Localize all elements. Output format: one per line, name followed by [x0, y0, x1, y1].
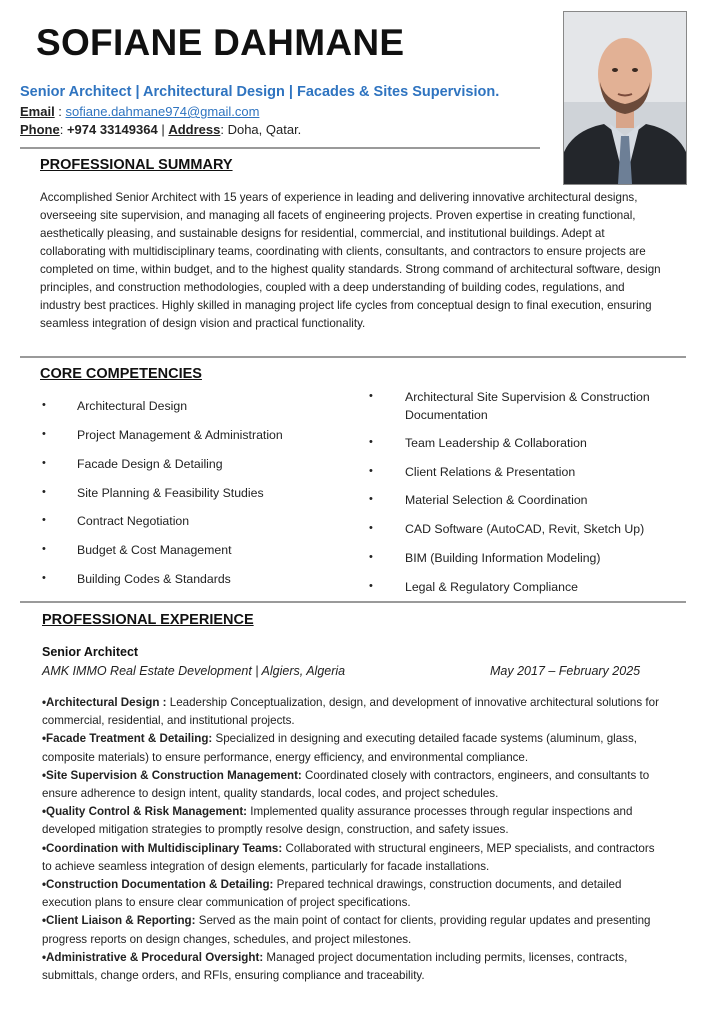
experience-item-text: Served as the main point of contact for clients, providing regular updates and presenting progress reports on design changes, schedules, and project milestones.	[42, 914, 651, 946]
professional-tagline: Senior Architect | Architectural Design | Facades & Sites Supervision.	[20, 84, 500, 100]
experience-heading: PROFESSIONAL EXPERIENCE	[42, 612, 254, 628]
competencies-divider	[20, 601, 686, 603]
competency-bullet: •	[369, 580, 373, 592]
job-dates: May 2017 – February 2025	[490, 664, 641, 678]
experience-item-title: •Site Supervision & Construction Management:	[42, 768, 302, 782]
experience-item-text: Prepared technical drawings, construction documents, and detailed execution plans to ensure clear communication of project specifications.	[42, 878, 622, 910]
experience-item	[42, 912, 666, 948]
experience-item-text: Implemented quality assurance processes through regular inspections and developed mitigation strategies to promptly resolve design, construction, and safety issues.	[42, 805, 633, 837]
competency-bullet: •	[369, 493, 373, 505]
email-label: Email	[20, 104, 55, 119]
competency-bullet: •	[42, 399, 46, 411]
contact-pipe: |	[157, 122, 169, 137]
competency-bullet: •	[42, 428, 46, 440]
portrait-illustration	[564, 12, 686, 184]
profile-photo	[563, 11, 687, 185]
competency-right-1: Architectural Site Supervision & Construction Documentation	[405, 390, 650, 422]
competency-bullet: •	[42, 486, 46, 498]
experience-item-text: Collaborated with structural engineers, MEP specialists, and contractors to achieve seamless integration of design elements, particularly for facade installations.	[42, 841, 655, 873]
experience-item	[42, 876, 666, 912]
phone-number: +974 33149364	[66, 122, 158, 137]
competency-right-5: CAD Software (AutoCAD, Revit, Sketch Up)	[405, 522, 645, 536]
competencies-heading: CORE COMPETENCIES	[40, 366, 202, 382]
address-value: Doha, Qatar.	[227, 122, 302, 137]
competency-bullet: •	[369, 522, 373, 534]
experience-items	[42, 694, 666, 985]
competency-left-3: Facade Design & Detailing	[77, 457, 223, 471]
competency-bullet: •	[42, 572, 46, 584]
competency-left-5: Contract Negotiation	[77, 514, 190, 528]
email-separator: :	[54, 104, 66, 119]
phone-separator: :	[59, 122, 67, 137]
competency-right-6: BIM (Building Information Modeling)	[405, 551, 601, 565]
competency-left-7: Building Codes & Standards	[77, 572, 231, 586]
experience-item-text: Managed project documentation including permits, licenses, contracts, submittals, change orders, and RFIs, ensuring compliance and traceability.	[42, 950, 628, 983]
competency-bullet: •	[369, 465, 373, 477]
experience-item-title: •Client Liaison & Reporting:	[42, 914, 196, 928]
competency-right-7: Legal & Regulatory Compliance	[405, 580, 578, 594]
address-label: Address	[168, 122, 221, 137]
experience-item-title: •Coordination with Multidisciplinary Teams:	[42, 841, 283, 855]
experience-item-text: Specialized in designing and executing detailed facade systems (aluminum, glass, composite materials) to ensure performance, energy efficiency, and environmental compliance.	[42, 732, 637, 764]
competency-right-2: Team Leadership & Collaboration	[405, 436, 587, 450]
experience-item-title: •Construction Documentation & Detailing:	[42, 878, 274, 892]
experience-item-title: •Facade Treatment & Detailing:	[42, 732, 213, 746]
candidate-name: SOFIANE DAHMANE	[36, 22, 405, 63]
competency-bullet: •	[42, 543, 46, 555]
job-company: AMK IMMO Real Estate Development | Algiers, Algeria	[42, 664, 346, 678]
experience-item	[42, 949, 666, 985]
experience-item	[42, 767, 666, 803]
competency-bullet: •	[42, 514, 46, 526]
experience-item	[42, 803, 666, 839]
competency-left-4: Site Planning & Feasibility Studies	[77, 486, 264, 500]
competency-bullet: •	[369, 551, 373, 563]
experience-item-title: •Quality Control & Risk Management:	[42, 805, 248, 819]
experience-item-text: Leadership Conceptualization, design, and development of innovative architectural solutions for commercial, residential, and institutional projects.	[42, 696, 659, 728]
competency-bullet: •	[42, 457, 46, 469]
competency-left-2: Project Management & Administration	[77, 428, 283, 442]
competency-bullet: •	[369, 436, 373, 448]
email-line	[20, 104, 259, 119]
experience-item-text: Coordinated closely with contractors, engineers, and consultants to ensure adherence to design intent, quality standards, local codes, and project schedules.	[42, 768, 650, 801]
competency-right-4: Material Selection & Coordination	[405, 493, 588, 507]
experience-item-title: •Administrative & Procedural Oversight:	[42, 950, 264, 964]
job-title: Senior Architect	[42, 645, 139, 659]
competency-left-6: Budget & Cost Management	[77, 543, 232, 557]
competency-right-3: Client Relations & Presentation	[405, 465, 576, 479]
phone-label: Phone	[20, 122, 60, 137]
summary-divider	[20, 356, 686, 358]
phone-address-line	[20, 122, 301, 137]
summary-text: Accomplished Senior Architect with 15 years of experience in leading and delivering innovative architectural designs, overseeing site supervision, and managing all facets of engineering projects. Proven expertise in creating functional, aesthetically pleasing, and sustainable designs for residential, commercial, and institutional buildings. Adept at collaborating with multidisciplinary teams, coordinating with clients, consultants, and contractors to ensure projects are completed on time, within budget, and to the highest quality standards. Strong command of architectural software, design principles, and construction methodologies, coupled with a deep understanding of building codes, regulations, and industry best practices. Highly skilled in managing project life cycles from conceptual design to final execution, ensuring seamless integration of design vision and practical functionality.	[40, 191, 661, 330]
address-separator: :	[220, 122, 228, 137]
header-divider	[20, 147, 540, 149]
experience-item	[42, 694, 666, 730]
experience-item	[42, 840, 666, 876]
email-link[interactable]: sofiane.dahmane974@gmail.com	[65, 104, 260, 119]
competency-bullet: •	[369, 390, 373, 402]
competency-left-1: Architectural Design	[77, 399, 188, 413]
experience-item-title: •Architectural Design :	[42, 696, 167, 709]
summary-heading: PROFESSIONAL SUMMARY	[40, 157, 233, 173]
experience-item	[42, 730, 666, 766]
